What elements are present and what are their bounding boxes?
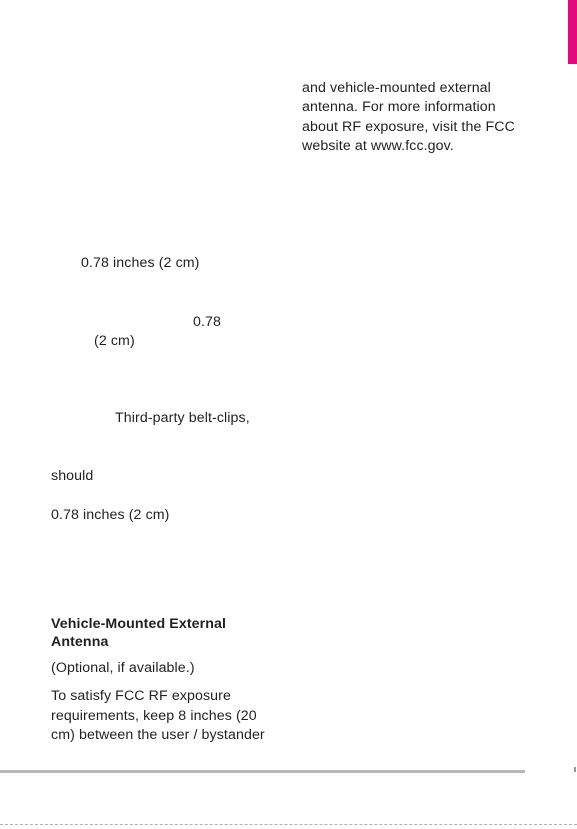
section-tab-marker	[568, 0, 577, 64]
right-column-line-1: and vehicle-mounted external	[302, 80, 491, 96]
distance-text-1: 0.78 inches (2 cm)	[81, 255, 200, 271]
distance-text-2a: 0.78	[193, 314, 222, 330]
page-edge-mark	[574, 767, 576, 772]
distance-text-3: 0.78 inches (2 cm)	[51, 507, 170, 523]
right-column-line-2: antenna. For more information	[302, 99, 496, 115]
section-heading-line-1: Vehicle-Mounted External	[51, 616, 227, 632]
right-column-line-3: about RF exposure, visit the FCC	[302, 119, 515, 135]
distance-text-2b: (2 cm)	[94, 333, 135, 349]
right-column-line-4: website at www.fcc.gov.	[302, 138, 454, 154]
body-line-3: cm) between the user / bystander	[51, 727, 265, 743]
belt-clips-text: Third-party belt-clips,	[115, 410, 250, 426]
should-text: should	[51, 468, 94, 484]
crop-line	[0, 824, 577, 825]
section-heading-line-2: Antenna	[51, 634, 109, 650]
optional-note: (Optional, if available.)	[51, 660, 195, 676]
body-line-2: requirements, keep 8 inches (20	[51, 708, 257, 724]
body-line-1: To satisfy FCC RF exposure	[51, 688, 231, 704]
footer-rule	[0, 770, 525, 773]
